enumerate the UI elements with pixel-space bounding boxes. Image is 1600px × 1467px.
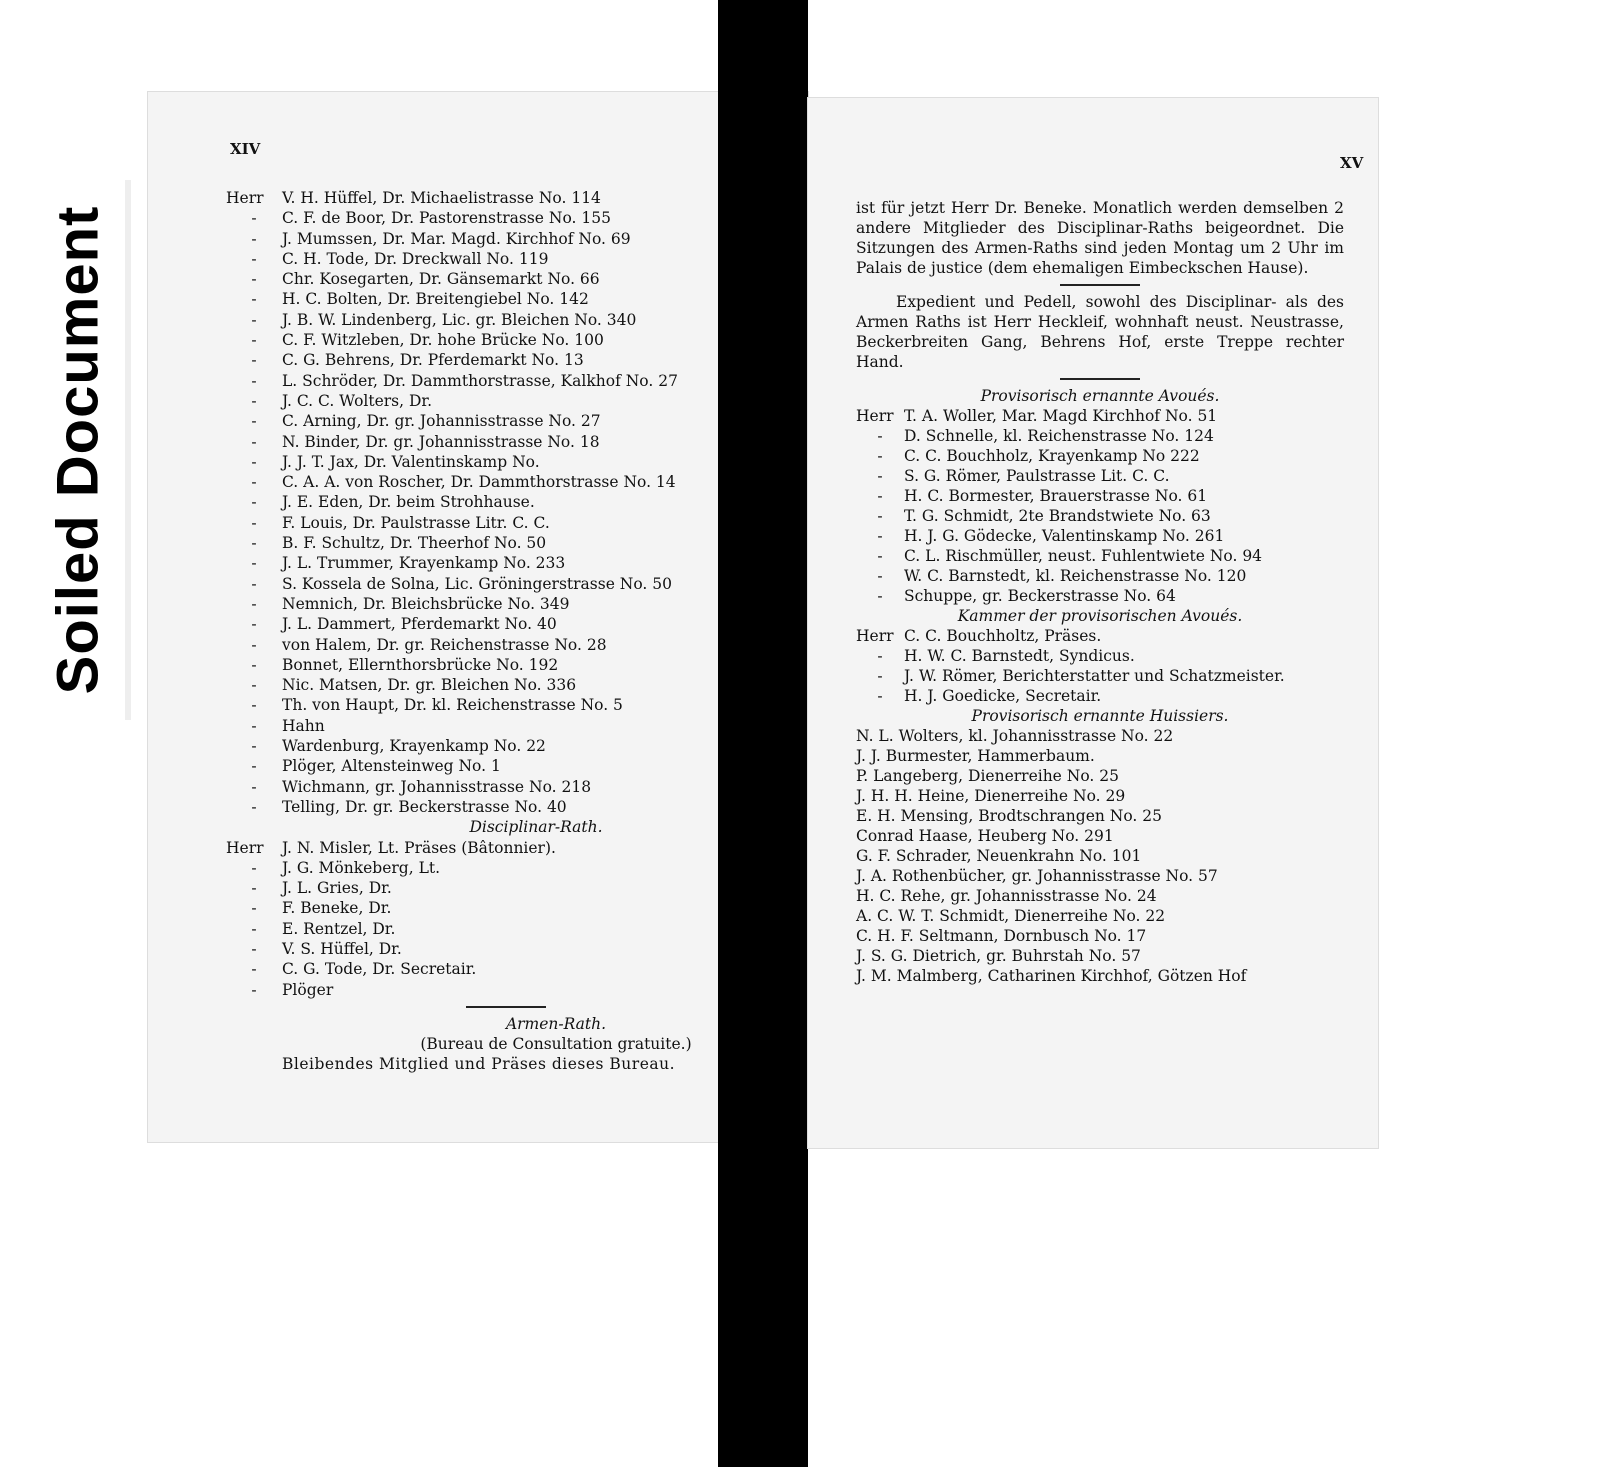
list-entry bbox=[226, 919, 786, 939]
list-entry bbox=[226, 655, 786, 675]
entry-text: Telling, Dr. gr. Beckerstrasse No. 40 bbox=[282, 797, 567, 816]
list-entry bbox=[856, 726, 1344, 746]
list-entry bbox=[226, 188, 786, 208]
entry-prefix: - bbox=[251, 696, 257, 715]
list-entry bbox=[856, 886, 1344, 906]
right-page bbox=[808, 98, 1378, 1148]
entry-text: J. L. Trummer, Krayenkamp No. 233 bbox=[282, 554, 566, 573]
entry-text: C. C. Bouchholtz, Präses. bbox=[904, 627, 1102, 645]
entry-prefix: - bbox=[251, 513, 257, 532]
entry-prefix: - bbox=[251, 777, 257, 796]
list-entry bbox=[226, 553, 786, 573]
list-entry bbox=[856, 966, 1344, 986]
entry-prefix: - bbox=[251, 290, 257, 309]
entry-text: T. G. Schmidt, 2te Brandstwiete No. 63 bbox=[904, 507, 1211, 525]
entry-prefix: - bbox=[877, 647, 883, 665]
entry-prefix: - bbox=[877, 447, 883, 465]
list-entry bbox=[226, 472, 786, 492]
list-entry bbox=[856, 926, 1344, 946]
entry-text: L. Schröder, Dr. Dammthorstrasse, Kalkhof No. 27 bbox=[282, 371, 678, 390]
entry-prefix: - bbox=[251, 980, 257, 999]
entry-prefix: - bbox=[251, 737, 257, 756]
entry-text: C. H. Tode, Dr. Dreckwall No. 119 bbox=[282, 249, 549, 268]
list-entry bbox=[226, 432, 786, 452]
left-page-body bbox=[226, 188, 786, 1075]
entry-text: H. W. C. Barnstedt, Syndicus. bbox=[904, 647, 1135, 665]
list-entry bbox=[226, 371, 786, 391]
list-entry bbox=[226, 350, 786, 370]
entry-text: H. C. Bolten, Dr. Breitengiebel No. 142 bbox=[282, 290, 589, 309]
list-entry bbox=[226, 289, 786, 309]
entry-text: Nic. Matsen, Dr. gr. Bleichen No. 336 bbox=[282, 676, 577, 695]
entry-text: J. G. Mönkeberg, Lt. bbox=[282, 858, 441, 877]
armen-subheading: (Bureau de Consultation gratuite.) bbox=[420, 1035, 692, 1054]
entry-text: J. M. Malmberg, Catharinen Kirchhof, Götzen Hof bbox=[856, 967, 1247, 985]
paragraph-expedient: Expedient und Pedell, sowohl des Disciplinar- als des Armen Raths ist Herr Heckleif, wohnhaft neust. Neustrasse, Beckerbreiten Gang, Behrens Hof, erste Treppe rechter Hand. bbox=[856, 293, 1344, 371]
armen-line: Bleibendes Mitglied und Präses dieses Bureau. bbox=[282, 1055, 676, 1074]
entry-prefix: - bbox=[251, 432, 257, 451]
entry-text: T. A. Woller, Mar. Magd Kirchhof No. 51 bbox=[904, 407, 1218, 425]
entry-prefix: - bbox=[251, 371, 257, 390]
entry-prefix: - bbox=[251, 676, 257, 695]
list-entry bbox=[226, 391, 786, 411]
entry-text: Nemnich, Dr. Bleichsbrücke No. 349 bbox=[282, 594, 570, 613]
divider-rule bbox=[1060, 378, 1140, 380]
list-entry bbox=[856, 666, 1344, 686]
entry-text: J. Mumssen, Dr. Mar. Magd. Kirchhof No. 69 bbox=[282, 229, 631, 248]
list-entry bbox=[856, 586, 1344, 606]
avoues-heading: Provisorisch ernannte Avoués. bbox=[980, 387, 1220, 405]
entry-text: J. C. C. Wolters, Dr. bbox=[282, 391, 433, 410]
list-entry bbox=[856, 526, 1344, 546]
list-entry bbox=[226, 452, 786, 472]
entry-prefix: Herr bbox=[856, 407, 894, 425]
list-entry bbox=[856, 626, 1344, 646]
entry-text: H. C. Rehe, gr. Johannisstrasse No. 24 bbox=[856, 887, 1157, 905]
entry-prefix: - bbox=[251, 493, 257, 512]
entry-prefix: - bbox=[251, 899, 257, 918]
list-entry bbox=[226, 533, 786, 553]
entry-text: Conrad Haase, Heuberg No. 291 bbox=[856, 827, 1114, 845]
entry-prefix: - bbox=[877, 427, 883, 445]
entry-text: J. L. Gries, Dr. bbox=[282, 879, 392, 898]
entry-text: Plöger bbox=[282, 980, 334, 999]
entry-text: N. Binder, Dr. gr. Johannisstrasse No. 18 bbox=[282, 432, 600, 451]
entry-prefix: - bbox=[877, 507, 883, 525]
stamp-text: Soiled Document bbox=[45, 205, 110, 695]
list-entry bbox=[226, 939, 786, 959]
entry-prefix: - bbox=[251, 574, 257, 593]
entry-prefix: - bbox=[251, 919, 257, 938]
entry-prefix: - bbox=[251, 939, 257, 958]
entry-text: N. L. Wolters, kl. Johannisstrasse No. 22 bbox=[856, 727, 1174, 745]
entry-text: H. J. Goedicke, Secretair. bbox=[904, 687, 1102, 705]
huissiers-heading: Provisorisch ernannte Huissiers. bbox=[971, 707, 1229, 725]
armen-heading: Armen-Rath. bbox=[505, 1014, 607, 1033]
list-entry bbox=[856, 446, 1344, 466]
entry-text: J. A. Rothenbücher, gr. Johannisstrasse No. 57 bbox=[856, 867, 1218, 885]
entry-prefix: - bbox=[251, 960, 257, 979]
entry-text: C. Arning, Dr. gr. Johannisstrasse No. 27 bbox=[282, 412, 601, 431]
list-entry bbox=[226, 208, 786, 228]
entry-prefix: - bbox=[251, 209, 257, 228]
list-entry bbox=[226, 675, 786, 695]
entry-text: P. Langeberg, Dienerreihe No. 25 bbox=[856, 767, 1119, 785]
list-entry bbox=[226, 411, 786, 431]
disciplinar-list bbox=[226, 838, 786, 1000]
list-entry bbox=[226, 269, 786, 289]
entry-text: V. H. Hüffel, Dr. Michaelistrasse No. 114 bbox=[282, 189, 601, 207]
entry-prefix: - bbox=[251, 858, 257, 877]
left-page-number: XIV bbox=[230, 140, 261, 158]
list-entry bbox=[226, 594, 786, 614]
list-entry bbox=[226, 249, 786, 269]
entry-prefix: - bbox=[877, 527, 883, 545]
entry-prefix: - bbox=[251, 615, 257, 634]
entry-text: C. F. de Boor, Dr. Pastorenstrasse No. 155 bbox=[282, 209, 611, 228]
list-entry bbox=[856, 766, 1344, 786]
entry-text: J. S. G. Dietrich, gr. Buhrstah No. 57 bbox=[856, 947, 1141, 965]
entry-prefix: - bbox=[251, 757, 257, 776]
entry-prefix: - bbox=[877, 547, 883, 565]
entry-text: J. J. T. Jax, Dr. Valentinskamp No. bbox=[282, 452, 540, 471]
list-entry bbox=[226, 797, 786, 817]
entry-text: Plöger, Altensteinweg No. 1 bbox=[282, 757, 501, 776]
entry-prefix: - bbox=[877, 487, 883, 505]
soiled-document-stamp bbox=[30, 180, 131, 720]
list-entry bbox=[856, 826, 1344, 846]
entry-prefix: - bbox=[251, 534, 257, 553]
list-entry bbox=[226, 492, 786, 512]
kammer-list bbox=[856, 626, 1344, 706]
entry-text: von Halem, Dr. gr. Reichenstrasse No. 28 bbox=[282, 635, 607, 654]
list-entry bbox=[226, 614, 786, 634]
entry-prefix: Herr bbox=[226, 838, 264, 857]
entry-text: C. F. Witzleben, Dr. hohe Brücke No. 100 bbox=[282, 331, 604, 350]
entry-prefix: - bbox=[251, 412, 257, 431]
entry-prefix: - bbox=[877, 567, 883, 585]
list-entry bbox=[226, 878, 786, 898]
list-entry bbox=[856, 786, 1344, 806]
entry-text: C. G. Behrens, Dr. Pferdemarkt No. 13 bbox=[282, 351, 584, 370]
left-page bbox=[148, 92, 808, 1142]
entry-text: C. A. A. von Roscher, Dr. Dammthorstrasse No. 14 bbox=[282, 473, 676, 492]
entry-text: B. F. Schultz, Dr. Theerhof No. 50 bbox=[282, 534, 547, 553]
entry-text: C. C. Bouchholz, Krayenkamp No 222 bbox=[904, 447, 1200, 465]
list-entry bbox=[226, 513, 786, 533]
entry-text: J. W. Römer, Berichterstatter und Schatzmeister. bbox=[904, 667, 1285, 685]
right-page-number: XV bbox=[1340, 154, 1364, 172]
entry-text: F. Beneke, Dr. bbox=[282, 899, 392, 918]
list-entry bbox=[856, 686, 1344, 706]
entry-text: J. L. Dammert, Pferdemarkt No. 40 bbox=[282, 615, 557, 634]
advocate-list bbox=[226, 188, 786, 817]
entry-prefix: - bbox=[877, 467, 883, 485]
list-entry bbox=[226, 695, 786, 715]
entry-prefix: - bbox=[251, 716, 257, 735]
entry-text: J. B. W. Lindenberg, Lic. gr. Bleichen No. 340 bbox=[282, 310, 637, 329]
entry-text: Bonnet, Ellernthorsbrücke No. 192 bbox=[282, 655, 559, 674]
list-entry bbox=[856, 746, 1344, 766]
entry-prefix: - bbox=[251, 270, 257, 289]
list-entry bbox=[226, 310, 786, 330]
paragraph-armen-rath: ist für jetzt Herr Dr. Beneke. Monatlich werden demselben 2 andere Mitglieder des Disciplinar-Raths beigeordnet. Die Sitzungen des Armen-Raths sind jeden Montag um 2 Uhr im Palais de justice (dem ehemaligen Eimbeckschen Hause). bbox=[856, 199, 1344, 277]
entry-prefix: - bbox=[877, 667, 883, 685]
list-entry bbox=[856, 506, 1344, 526]
list-entry bbox=[856, 846, 1344, 866]
entry-text: E. Rentzel, Dr. bbox=[282, 919, 396, 938]
entry-text: Chr. Kosegarten, Dr. Gänsemarkt No. 66 bbox=[282, 270, 600, 289]
entry-prefix: - bbox=[251, 655, 257, 674]
entry-prefix: Herr bbox=[226, 189, 264, 207]
entry-text: J. N. Misler, Lt. Präses (Bâtonnier). bbox=[282, 838, 556, 857]
entry-text: S. G. Römer, Paulstrasse Lit. C. C. bbox=[904, 467, 1170, 485]
book-spine bbox=[718, 0, 808, 1467]
disciplinar-heading: Disciplinar-Rath. bbox=[469, 818, 603, 837]
list-entry bbox=[856, 566, 1344, 586]
entry-prefix: - bbox=[251, 351, 257, 370]
kammer-heading: Kammer der provisorischen Avoués. bbox=[957, 607, 1243, 625]
entry-text: H. J. G. Gödecke, Valentinskamp No. 261 bbox=[904, 527, 1225, 545]
entry-prefix: - bbox=[251, 249, 257, 268]
entry-text: J. E. Eden, Dr. beim Strohhause. bbox=[282, 493, 535, 512]
avoues-list bbox=[856, 406, 1344, 606]
list-entry bbox=[856, 426, 1344, 446]
entry-text: S. Kossela de Solna, Lic. Gröningerstrasse No. 50 bbox=[282, 574, 673, 593]
entry-text: V. S. Hüffel, Dr. bbox=[282, 939, 402, 958]
list-entry bbox=[856, 406, 1344, 426]
entry-prefix: - bbox=[251, 391, 257, 410]
entry-text: D. Schnelle, kl. Reichenstrasse No. 124 bbox=[904, 427, 1214, 445]
list-entry bbox=[226, 229, 786, 249]
entry-text: G. F. Schrader, Neuenkrahn No. 101 bbox=[856, 847, 1142, 865]
entry-text: J. H. H. Heine, Dienerreihe No. 29 bbox=[856, 787, 1126, 805]
entry-prefix: Herr bbox=[856, 627, 894, 645]
right-page-body bbox=[856, 198, 1344, 986]
list-entry bbox=[226, 716, 786, 736]
entry-text: A. C. W. T. Schmidt, Dienerreihe No. 22 bbox=[856, 907, 1166, 925]
entry-text: Wardenburg, Krayenkamp No. 22 bbox=[282, 737, 546, 756]
list-entry bbox=[856, 906, 1344, 926]
entry-text: Schuppe, gr. Beckerstrasse No. 64 bbox=[904, 587, 1176, 605]
divider-rule bbox=[1060, 284, 1140, 286]
entry-text: W. C. Barnstedt, kl. Reichenstrasse No. 120 bbox=[904, 567, 1247, 585]
list-entry bbox=[856, 806, 1344, 826]
entry-text: Hahn bbox=[282, 716, 325, 735]
divider-rule bbox=[466, 1006, 546, 1008]
list-entry bbox=[856, 466, 1344, 486]
entry-text: Wichmann, gr. Johannisstrasse No. 218 bbox=[282, 777, 592, 796]
list-entry bbox=[856, 646, 1344, 666]
entry-prefix: - bbox=[251, 797, 257, 816]
entry-prefix: - bbox=[877, 687, 883, 705]
list-entry bbox=[226, 838, 786, 858]
entry-prefix: - bbox=[877, 587, 883, 605]
entry-prefix: - bbox=[251, 229, 257, 248]
list-entry bbox=[856, 946, 1344, 966]
entry-text: C. G. Tode, Dr. Secretair. bbox=[282, 960, 477, 979]
entry-text: C. H. F. Seltmann, Dornbusch No. 17 bbox=[856, 927, 1147, 945]
entry-text: Th. von Haupt, Dr. kl. Reichenstrasse No. 5 bbox=[282, 696, 623, 715]
list-entry bbox=[226, 898, 786, 918]
entry-text: J. J. Burmester, Hammerbaum. bbox=[856, 747, 1095, 765]
entry-prefix: - bbox=[251, 473, 257, 492]
entry-text: E. H. Mensing, Brodtschrangen No. 25 bbox=[856, 807, 1162, 825]
entry-text: F. Louis, Dr. Paulstrasse Litr. C. C. bbox=[282, 513, 550, 532]
entry-text: H. C. Bormester, Brauerstrasse No. 61 bbox=[904, 487, 1208, 505]
entry-prefix: - bbox=[251, 331, 257, 350]
entry-prefix: - bbox=[251, 452, 257, 471]
list-entry bbox=[226, 574, 786, 594]
entry-prefix: - bbox=[251, 879, 257, 898]
entry-prefix: - bbox=[251, 594, 257, 613]
list-entry bbox=[856, 546, 1344, 566]
list-entry bbox=[226, 858, 786, 878]
list-entry bbox=[226, 330, 786, 350]
entry-prefix: - bbox=[251, 554, 257, 573]
entry-prefix: - bbox=[251, 635, 257, 654]
list-entry bbox=[226, 980, 786, 1000]
entry-prefix: - bbox=[251, 310, 257, 329]
entry-text: C. L. Rischmüller, neust. Fuhlentwiete No. 94 bbox=[904, 547, 1263, 565]
list-entry bbox=[856, 866, 1344, 886]
list-entry bbox=[226, 736, 786, 756]
list-entry bbox=[856, 486, 1344, 506]
list-entry bbox=[226, 777, 786, 797]
huissiers-list bbox=[856, 726, 1344, 986]
list-entry bbox=[226, 635, 786, 655]
list-entry bbox=[226, 756, 786, 776]
list-entry bbox=[226, 959, 786, 979]
